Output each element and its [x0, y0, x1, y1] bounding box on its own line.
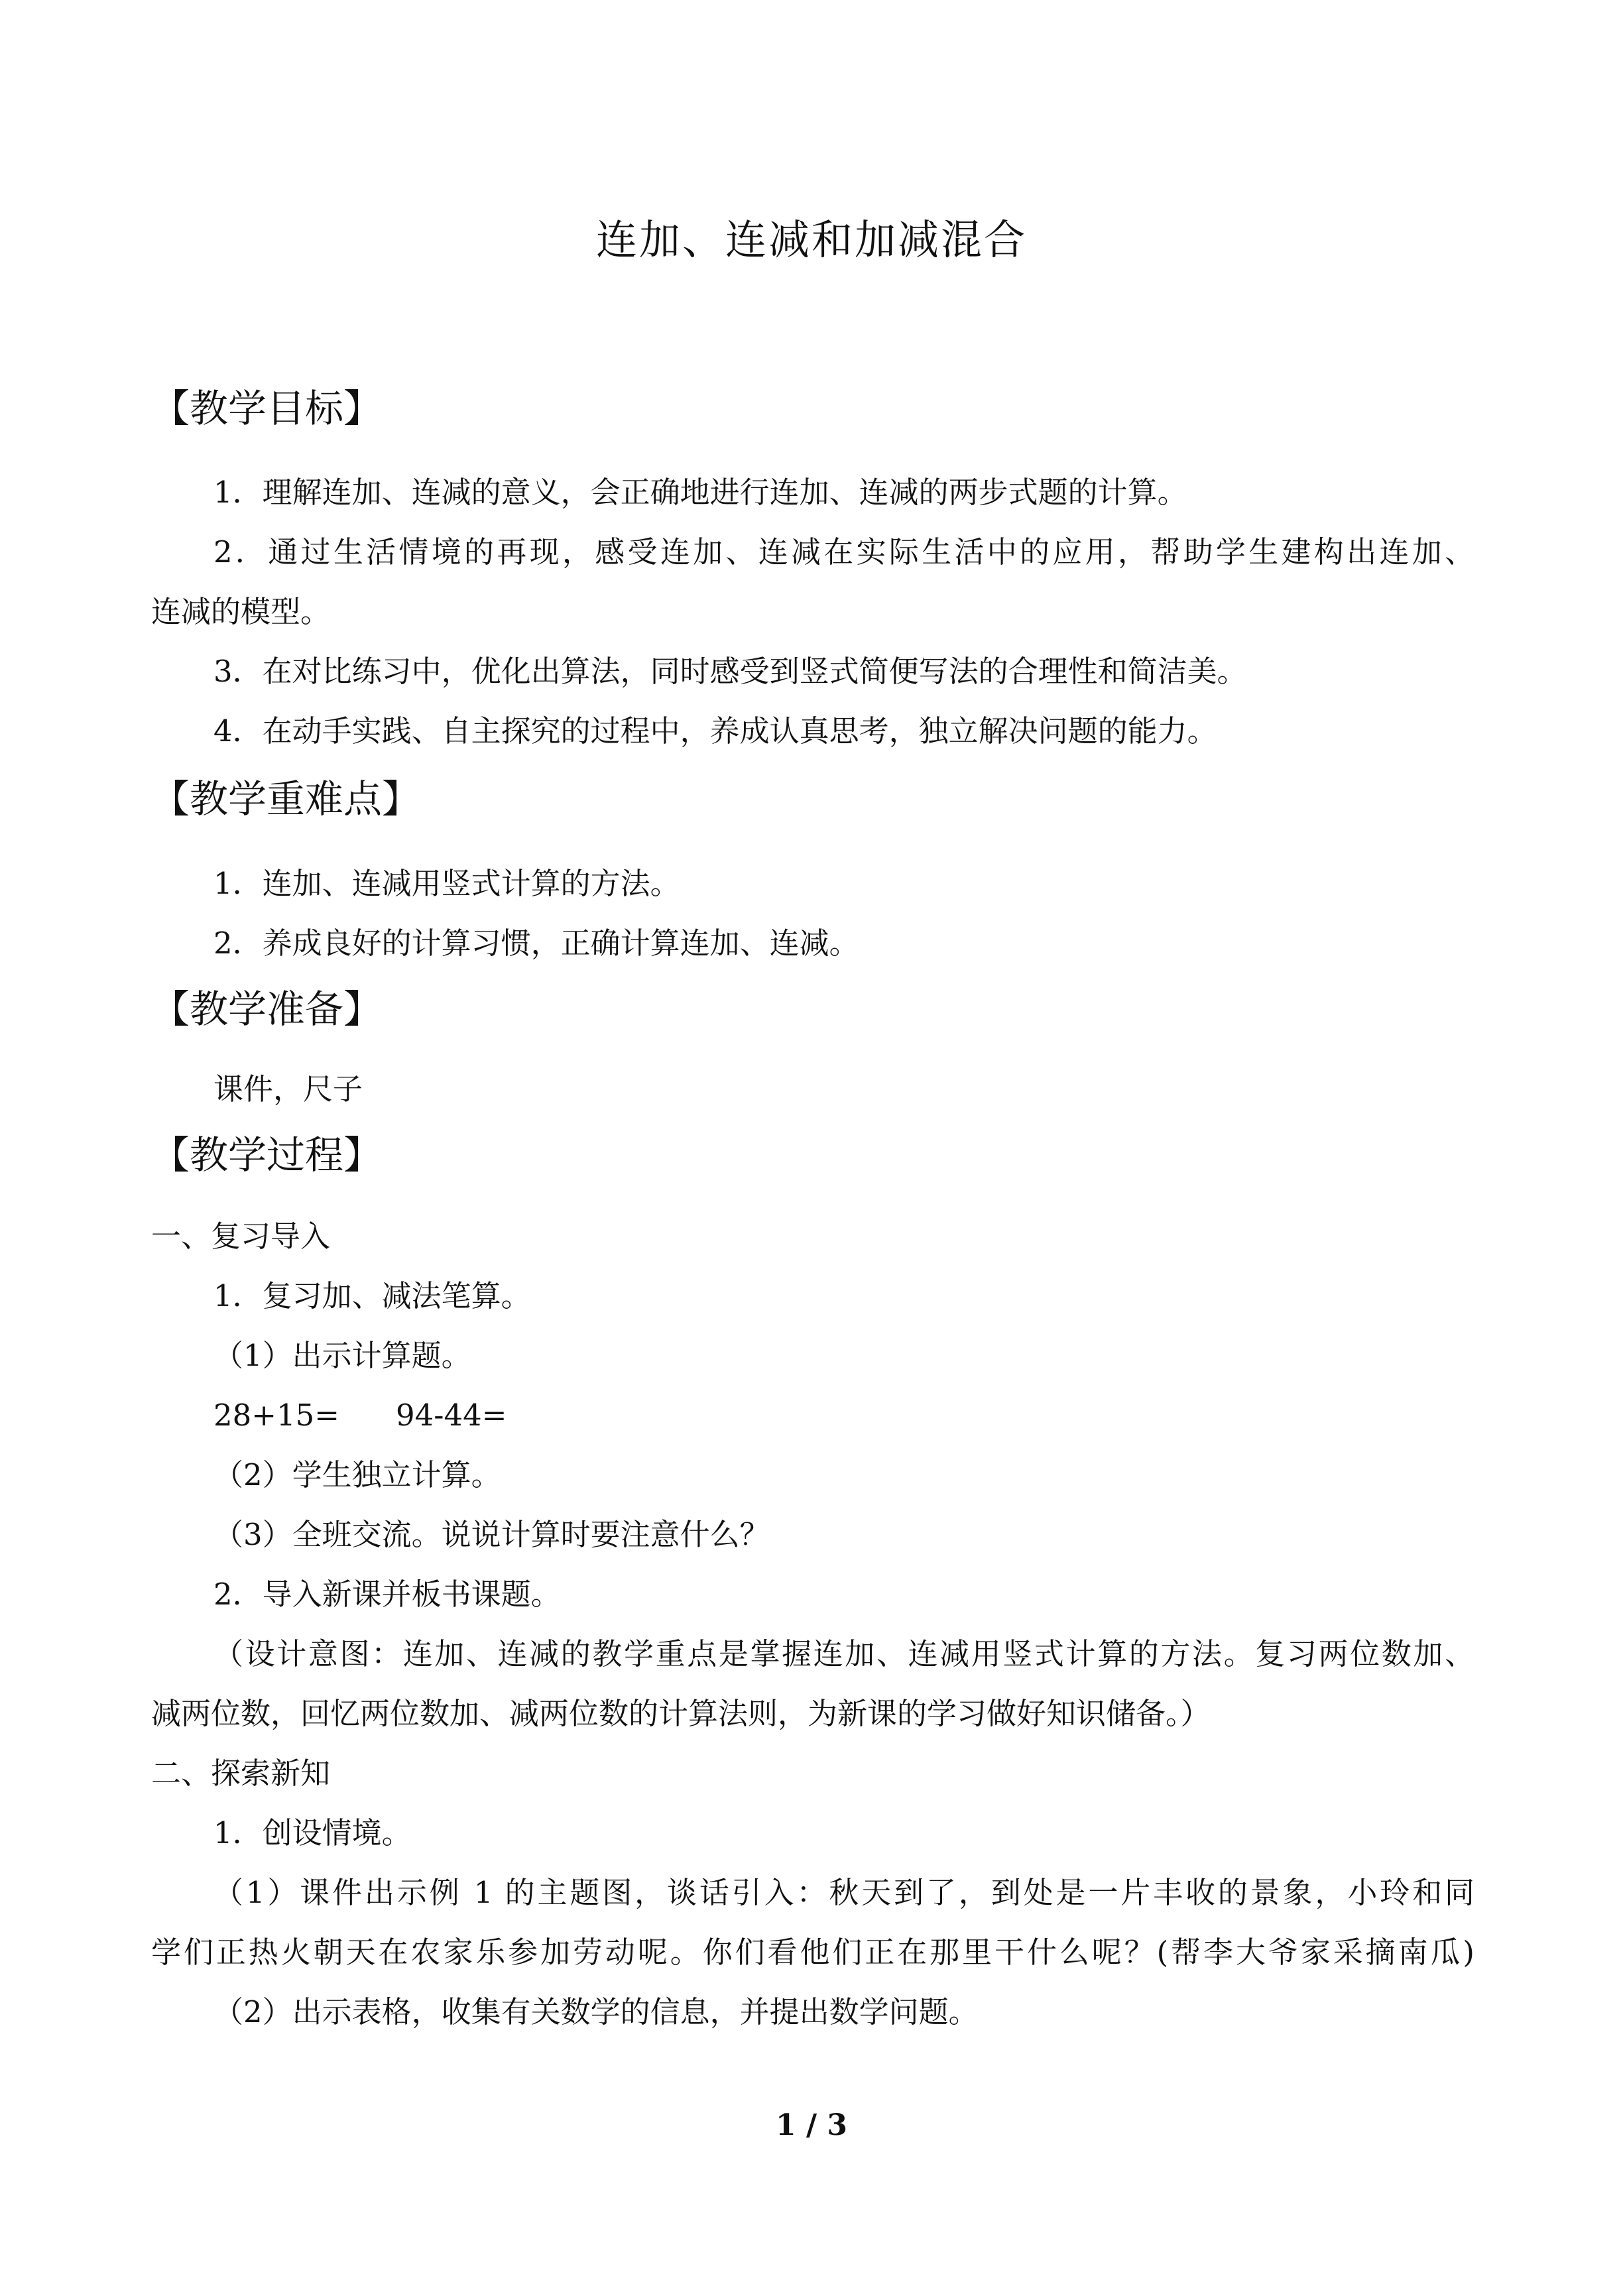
process-step-1-1-3: （3）全班交流。说说计算时要注意什么？ [213, 1517, 770, 1552]
goal-item-2-line-2: 连减的模型。 [151, 594, 331, 629]
process-step-2-1: 1．创设情境。 [213, 1815, 412, 1850]
page-title: 连加、连减和加减混合 [595, 215, 1027, 264]
calculation-problems [213, 1396, 1474, 1435]
calc-problem-a: 28+15= [213, 1398, 339, 1433]
goal-item-1: 1．理解连加、连减的意义，会正确地进行连加、连减的两步式题的计算。 [213, 475, 1187, 510]
process-part-1-title: 一、复习导入 [151, 1219, 331, 1254]
calc-problem-b: 94-44= [396, 1398, 507, 1433]
section-heading-process: 【教学过程】 [151, 1132, 383, 1178]
goal-item-3: 3．在对比练习中，优化出算法，同时感受到竖式简便写法的合理性和简洁美。 [213, 654, 1247, 689]
design-intent-line-1: （设计意图：连加、连减的教学重点是掌握连加、连减用竖式计算的方法。复习两位数加、 [213, 1636, 1474, 1671]
process-step-2-1-1-line-2: 学们正热火朝天在农家乐参加劳动呢。你们看他们正在那里干什么呢？(帮李大爷家采摘南瓜) [151, 1935, 1474, 1970]
preparation-content: 课件，尺子 [213, 1071, 363, 1107]
process-step-2-1-2: （2）出示表格，收集有关数学的信息，并提出数学问题。 [213, 1994, 979, 2029]
key-point-item-2: 2．养成良好的计算习惯，正确计算连加、连减。 [213, 926, 859, 961]
process-step-1-1-2: （2）学生独立计算。 [213, 1457, 501, 1492]
section-heading-key-points: 【教学重难点】 [151, 776, 421, 821]
section-heading-preparation: 【教学准备】 [151, 987, 383, 1032]
process-part-2-title: 二、探索新知 [151, 1756, 331, 1791]
process-step-2-1-1-line-1: （1）课件出示例 1 的主题图，谈话引入：秋天到了，到处是一片丰收的景象，小玲和同 [213, 1875, 1474, 1910]
goal-item-2-line-1: 2．通过生活情境的再现，感受连加、连减在实际生活中的应用，帮助学生建构出连加、 [213, 534, 1474, 570]
page-number: 1 / 3 [776, 2108, 847, 2142]
process-step-1-1: 1．复习加、减法笔算。 [213, 1278, 531, 1313]
design-intent-line-2: 减两位数，回忆两位数加、减两位数的计算法则，为新课的学习做好知识储备。） [151, 1696, 1211, 1731]
key-point-item-1: 1．连加、连减用竖式计算的方法。 [213, 866, 680, 901]
process-step-1-1-1: （1）出示计算题。 [213, 1338, 471, 1373]
process-step-1-2: 2．导入新课并板书课题。 [213, 1577, 561, 1612]
goal-item-4: 4．在动手实践、自主探究的过程中，养成认真思考，独立解决问题的能力。 [213, 713, 1217, 749]
section-heading-goals: 【教学目标】 [151, 386, 383, 431]
